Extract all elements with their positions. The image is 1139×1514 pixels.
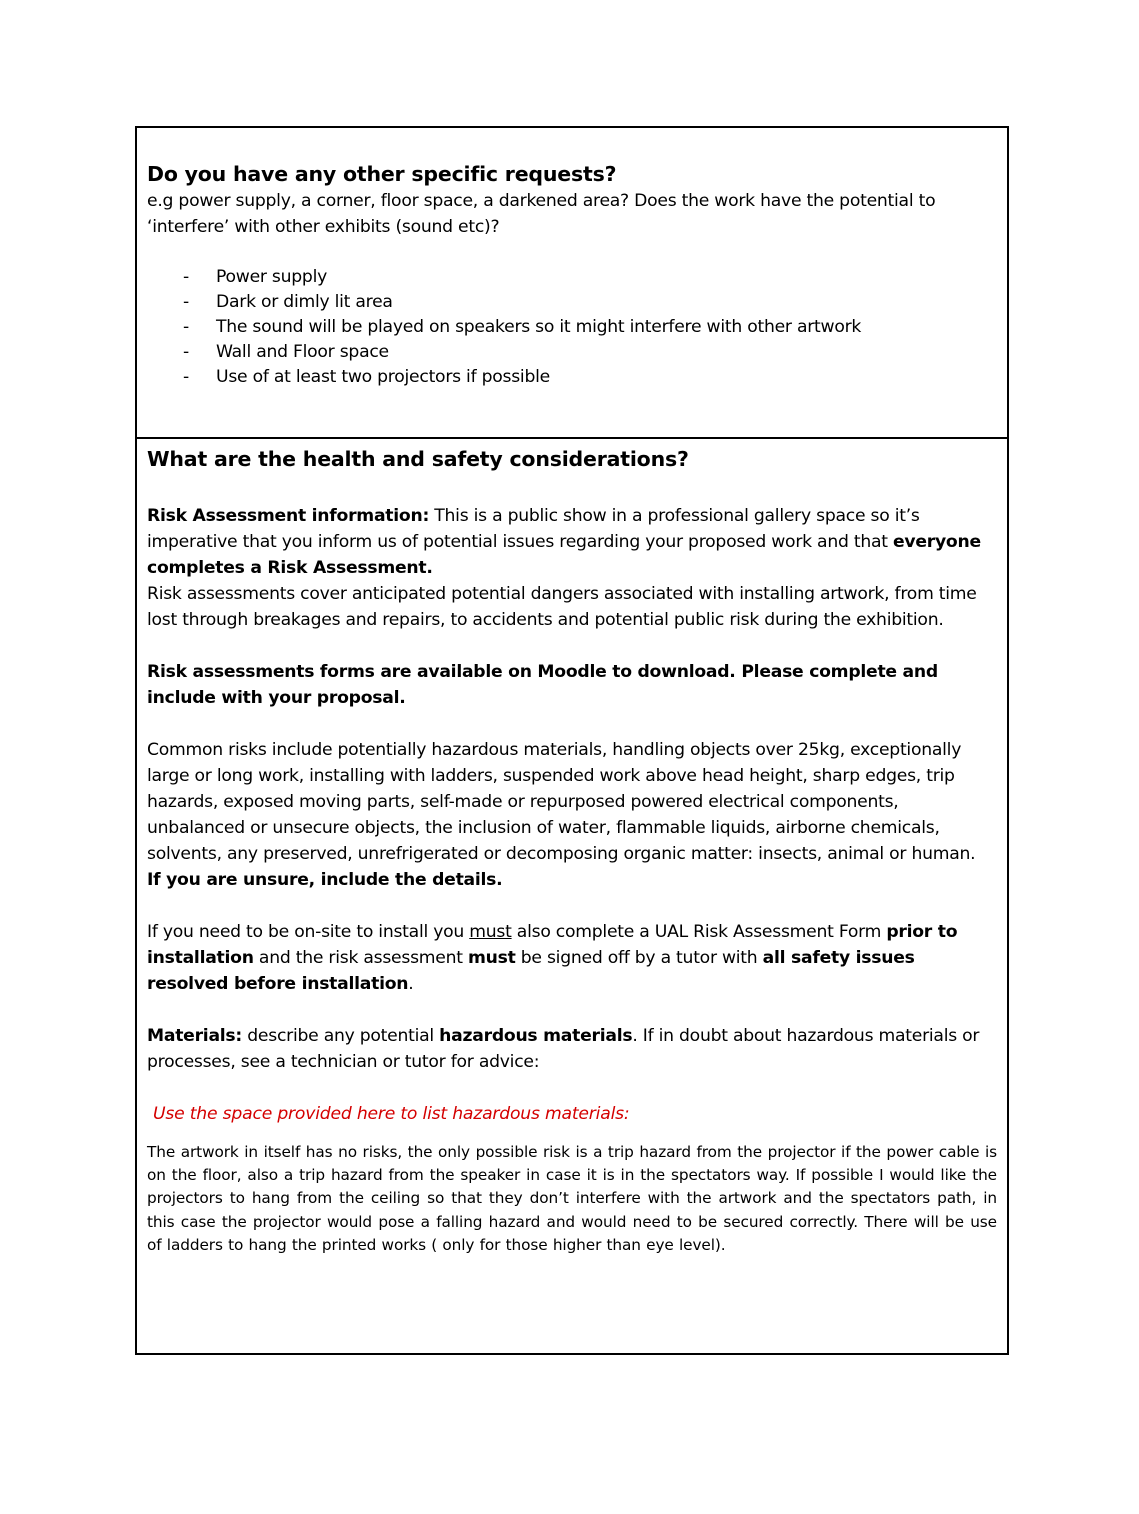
list-item — [147, 265, 997, 290]
dash-bullet: - — [183, 342, 189, 362]
risk-info-label: Risk Assessment information: — [147, 506, 430, 526]
risk-assessment-info — [147, 503, 997, 581]
common-risks-text: Common risks include potentially hazardous materials, handling objects over 25kg, exceptionally large or long work, installing with ladders, suspended work above head height, sharp edges, trip hazards, exposed moving parts, self-made or repurposed powered electrical components, unbalanced or unsecure objects, the inclusion of water, flammable liquids, airborne chemicals, solvents, any preserved, unrefrigerated or decomposing organic matter: insects, animal or human. — [147, 740, 976, 864]
list-item — [147, 315, 997, 340]
onsite-text: and the risk assessment — [253, 948, 468, 968]
onsite-requirements — [147, 919, 997, 997]
onsite-text: . — [408, 974, 414, 994]
materials-paragraph — [147, 1023, 997, 1075]
list-item-text: Use of at least two projectors if possible — [216, 367, 550, 387]
risk-info-bold: everyone completes a Risk Assessment. — [147, 532, 981, 578]
dash-bullet: - — [183, 317, 189, 337]
onsite-bold: all safety issues resolved before installation — [147, 948, 915, 994]
onsite-underlined: must — [469, 922, 512, 942]
list-item-text: Dark or dimly lit area — [216, 292, 393, 312]
materials-label: Materials: — [147, 1026, 243, 1046]
onsite-text: If you need to be on-site to install you — [147, 922, 470, 942]
list-item — [147, 290, 997, 315]
materials-bold: hazardous materials — [439, 1026, 633, 1046]
onsite-bold: must — [467, 948, 516, 968]
list-item-text: The sound will be played on speakers so it might interfere with other artwork — [216, 317, 862, 337]
risk-info-text: This is a public show in a professional gallery space so it’s imperative that you inform us of potential issues regarding your proposed work and that — [147, 506, 920, 552]
health-safety-section — [137, 439, 1007, 1353]
onsite-text: also complete a UAL Risk Assessment Form — [511, 922, 887, 942]
dash-bullet: - — [183, 367, 189, 387]
risk-assessment-coverage: Risk assessments cover anticipated potential dangers associated with installing artwork, from time lost through breakages and repairs, to accidents and potential public risk during the exhibition. — [147, 584, 977, 630]
requests-intro-line1: e.g power supply, a corner, floor space, a darkened area? Does the work have the potential to — [147, 191, 936, 211]
hazardous-materials-answer[interactable]: The artwork in itself has no risks, the only possible risk is a trip hazard from the projector if the power cable is on the floor, also a trip hazard from the speaker in case it is in the spectators way. If possible I would like the projectors to hang from the ceiling so that they don’t interfere with the artwork and the spectators path, in this case the projector would pose a falling hazard and would need to be secured correctly. There will be use of ladders to hang the printed works ( only for those higher than eye level). — [147, 1143, 997, 1254]
specific-requests-section — [137, 128, 1007, 439]
common-risks-bold: If you are unsure, include the details. — [147, 870, 503, 890]
forms-notice-text: Risk assessments forms are available on Moodle to download. Please complete and include with your proposal. — [147, 662, 938, 708]
health-safety-heading: What are the health and safety considerations? — [147, 447, 689, 471]
requests-heading: Do you have any other specific requests? — [147, 162, 617, 186]
forms-notice — [147, 659, 997, 711]
form-table — [135, 126, 1009, 1355]
list-item-text: Wall and Floor space — [216, 342, 389, 362]
requests-intro-line2: ‘interfere’ with other exhibits (sound etc)? — [147, 217, 500, 237]
list-item-text: Power supply — [216, 267, 328, 287]
materials-text: describe any potential — [242, 1026, 440, 1046]
onsite-bold: prior to installation — [147, 922, 958, 968]
dash-bullet: - — [183, 292, 189, 312]
requests-list — [147, 265, 997, 390]
dash-bullet: - — [183, 267, 189, 287]
hazardous-materials-prompt: Use the space provided here to list hazardous materials: — [153, 1104, 630, 1124]
requests-intro — [147, 188, 997, 240]
list-item — [147, 365, 997, 390]
onsite-text: be signed off by a tutor with — [515, 948, 763, 968]
materials-text: . If in doubt about hazardous materials or processes, see a technician or tutor for advice: — [147, 1026, 980, 1072]
list-item — [147, 340, 997, 365]
common-risks — [147, 737, 997, 893]
